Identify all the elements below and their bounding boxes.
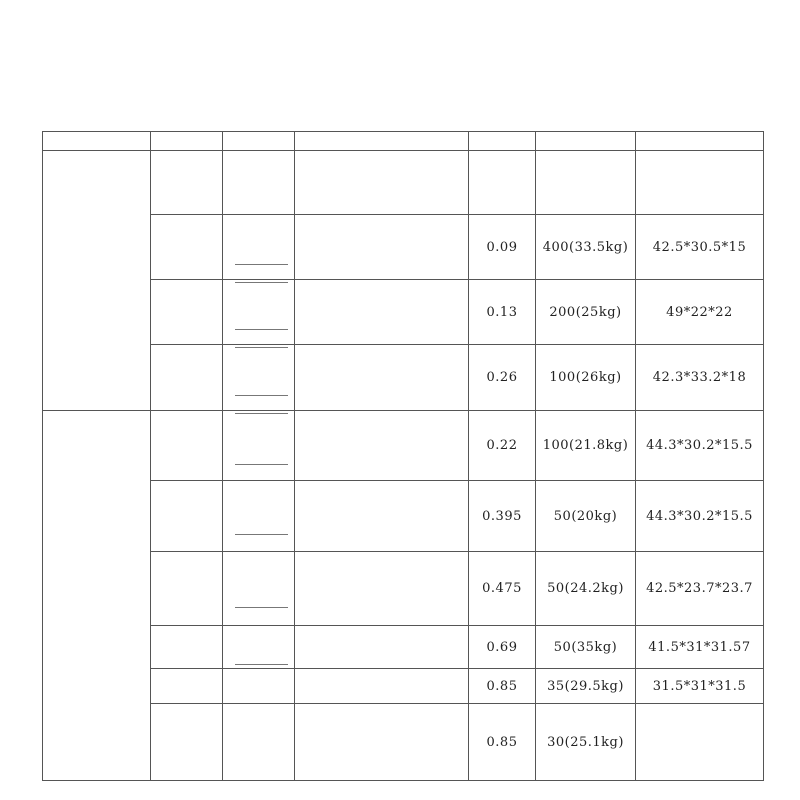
table-cell (223, 411, 295, 481)
table-cell (223, 215, 295, 280)
table-cell (295, 626, 469, 669)
size-cell: 31.5*31*31.5 (636, 669, 764, 704)
quantity-cell: 35(29.5kg) (536, 669, 636, 704)
table-row (43, 345, 764, 411)
size-cell: 44.3*30.2*15.5 (636, 411, 764, 481)
quantity-cell: 50(35kg) (536, 626, 636, 669)
volume-cell: 0.26 (469, 345, 536, 411)
quantity-cell: 200(25kg) (536, 280, 636, 345)
size-cell: 42.3*33.2*18 (636, 345, 764, 411)
quantity-cell: 400(33.5kg) (536, 215, 636, 280)
volume-cell: 0.85 (469, 704, 536, 781)
table-cell (151, 481, 223, 552)
table-cell (295, 552, 469, 626)
size-cell: 42.5*23.7*23.7 (636, 552, 764, 626)
table-cell (223, 151, 295, 215)
volume-cell: 0.395 (469, 481, 536, 552)
table-cell (223, 626, 295, 669)
quantity-cell: 100(26kg) (536, 345, 636, 411)
size-cell (636, 704, 764, 781)
table-row (43, 215, 764, 280)
header-cell (151, 132, 223, 151)
table-cell (295, 669, 469, 704)
header-cell (636, 132, 764, 151)
table-cell (295, 151, 469, 215)
table-cell (151, 411, 223, 481)
table-cell (295, 215, 469, 280)
header-cell (469, 132, 536, 151)
table-cell (151, 704, 223, 781)
table-cell (151, 345, 223, 411)
table-row (43, 280, 764, 345)
header-cell (536, 132, 636, 151)
table-row (43, 704, 764, 781)
table-cell (295, 280, 469, 345)
volume-cell: 0.13 (469, 280, 536, 345)
table-cell (223, 345, 295, 411)
table-cell (151, 280, 223, 345)
header-cell (295, 132, 469, 151)
table-cell (151, 552, 223, 626)
table-cell (223, 704, 295, 781)
table-cell (223, 481, 295, 552)
table-row (43, 552, 764, 626)
volume-cell: 0.22 (469, 411, 536, 481)
table-cell (223, 669, 295, 704)
header-cell (43, 132, 151, 151)
table-row (43, 151, 764, 215)
size-cell: 42.5*30.5*15 (636, 215, 764, 280)
header-cell (223, 132, 295, 151)
quantity-cell: 100(21.8kg) (536, 411, 636, 481)
table-row (43, 626, 764, 669)
group-cell-1 (43, 151, 151, 411)
size-cell: 49*22*22 (636, 280, 764, 345)
header-row (43, 132, 764, 151)
quantity-cell: 50(24.2kg) (536, 552, 636, 626)
table-cell (151, 151, 223, 215)
table-cell (295, 704, 469, 781)
table-cell (223, 552, 295, 626)
volume-cell: 0.69 (469, 626, 536, 669)
table-cell (636, 151, 764, 215)
quantity-cell: 30(25.1kg) (536, 704, 636, 781)
table-cell (295, 345, 469, 411)
size-cell: 41.5*31*31.57 (636, 626, 764, 669)
table-cell (151, 669, 223, 704)
table-cell (295, 411, 469, 481)
table-cell (151, 215, 223, 280)
table-row (43, 669, 764, 704)
table-row (43, 411, 764, 481)
spec-table (42, 131, 764, 781)
group-cell-2 (43, 411, 151, 781)
table-cell (151, 626, 223, 669)
table-cell (469, 151, 536, 215)
size-cell: 44.3*30.2*15.5 (636, 481, 764, 552)
table-cell (295, 481, 469, 552)
volume-cell: 0.09 (469, 215, 536, 280)
table-cell (536, 151, 636, 215)
table-row (43, 481, 764, 552)
volume-cell: 0.475 (469, 552, 536, 626)
volume-cell: 0.85 (469, 669, 536, 704)
table-cell (223, 280, 295, 345)
quantity-cell: 50(20kg) (536, 481, 636, 552)
